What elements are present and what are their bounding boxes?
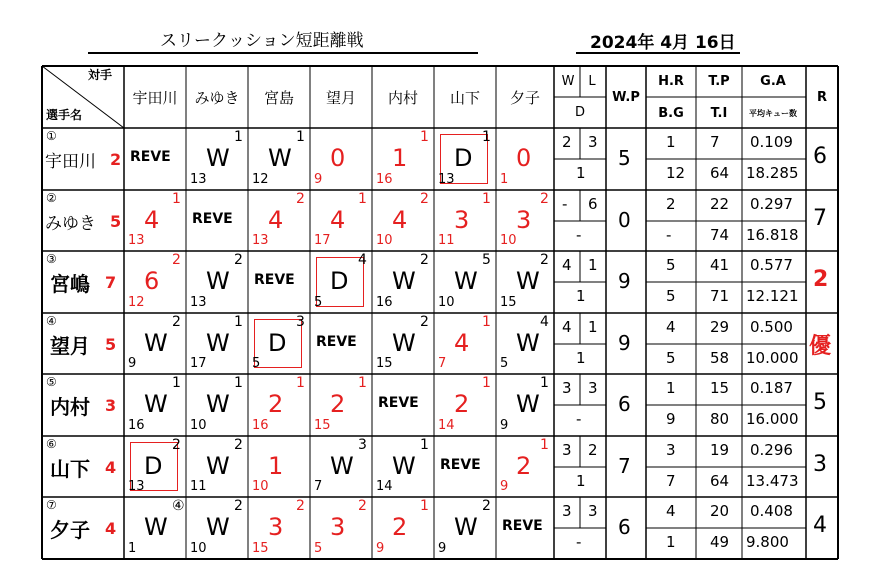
player-number: ⑦ [46,498,57,512]
best-game-value: - [666,226,672,244]
result-mark: W [206,390,230,418]
rank-value: 6 [813,144,827,169]
innings: 5 [314,295,323,310]
innings: 16 [128,418,145,433]
total-points-value: 7 [710,133,720,151]
innings: 1 [128,541,137,556]
result-mark: W [454,513,478,541]
high-run: 1 [540,375,549,391]
result-mark: D [268,329,287,357]
win-points: 7 [618,454,631,478]
losses-count: 1 [588,318,598,336]
avg-cue-value: 16.818 [746,226,799,244]
total-points-value: 41 [710,256,730,274]
high-run: 2 [172,314,181,330]
innings: 14 [438,418,455,433]
high-run: 4 [540,314,549,330]
innings: 13 [190,172,207,187]
player-score: 4 [105,458,117,477]
innings: 13 [128,233,145,248]
innings: 9 [376,541,385,556]
high-run: 1 [358,375,367,391]
innings: 13 [252,233,269,248]
result-mark: W [206,513,230,541]
result-mark: W [206,452,230,480]
opponent-header: 夕子 [509,88,540,107]
avg-cue-value: 12.121 [746,287,799,305]
innings: 11 [438,233,455,248]
total-innings-value: 49 [710,533,730,551]
high-run: 1 [234,129,243,145]
player-name: 夕子 [50,518,90,542]
best-game-value: 7 [666,472,676,490]
innings: 10 [376,233,393,248]
player-number: ⑤ [46,375,57,389]
innings: 9 [128,356,137,371]
innings: 12 [252,172,269,187]
innings: 5 [500,356,509,371]
loss-score: 2 [392,513,408,541]
innings: 15 [314,418,331,433]
innings: 17 [190,356,207,371]
result-mark: W [454,267,478,295]
player-name: みゆき [45,214,96,234]
tp-header: T.P [708,73,730,89]
general-average-value: 0.500 [750,318,793,336]
player-number: ⑥ [46,437,57,451]
high-run: 1 [482,191,491,207]
innings: 12 [128,295,145,310]
innings: 10 [190,418,207,433]
win-points: 5 [618,146,631,170]
losses-count: 3 [588,502,598,520]
avg-cue-header: 平均キュー数 [749,108,797,118]
general-average-value: 0.109 [750,133,793,151]
result-mark: W [392,267,416,295]
losses-count: 1 [588,256,598,274]
high-run: 2 [482,498,491,514]
high-run: 2 [296,191,305,207]
win-points: 9 [618,269,631,293]
high-run: 1 [482,314,491,330]
draws-count: 1 [576,164,586,182]
player-score: 2 [110,150,122,169]
high-run-value: 1 [666,133,676,151]
avg-cue-value: 18.285 [746,164,799,182]
draws-count: 1 [576,472,586,490]
loss-header: L [588,73,596,89]
high-run: 5 [482,252,491,268]
loss-score: 0 [330,144,346,172]
wins-count: 3 [562,502,572,520]
rank-value: 2 [813,267,829,292]
result-mark: W [206,329,230,357]
total-points-value: 29 [710,318,730,336]
loss-score: 4 [268,206,284,234]
total-innings-value: 64 [710,472,730,490]
result-mark: W [144,390,168,418]
win-points: 9 [618,331,631,355]
loss-score: 3 [330,513,346,541]
player-name: 山下 [50,457,90,481]
innings: 16 [376,295,393,310]
high-run: 1 [234,375,243,391]
innings: 15 [252,541,269,556]
player-score: 5 [110,212,122,231]
high-run: 2 [296,498,305,514]
innings: 7 [314,479,323,494]
result-mark: D [330,267,349,295]
innings: 11 [190,479,207,494]
innings: 10 [438,295,455,310]
total-points-value: 22 [710,195,730,213]
high-run: 1 [172,191,181,207]
loss-score: 4 [330,206,346,234]
innings: 1 [500,172,509,187]
opponent-header: 望月 [325,88,356,107]
high-run: 3 [296,314,305,330]
result-mark: W [206,144,230,172]
avg-cue-value: 9.800 [746,533,789,551]
result-mark: W [516,329,540,357]
player-number: ④ [46,314,57,328]
general-average-value: 0.297 [750,195,793,213]
innings: 13 [128,479,145,494]
high-run: 3 [358,437,367,453]
high-run: 2 [234,252,243,268]
draws-count: - [576,410,582,428]
loss-score: 3 [516,206,532,234]
corner-player-label: 選手名 [46,108,83,122]
high-run-value: 1 [666,379,676,397]
high-run: 2 [540,191,549,207]
high-run: 2 [420,314,429,330]
avg-cue-value: 10.000 [746,349,799,367]
losses-count: 3 [588,133,598,151]
reve-cell: REVE [378,395,419,411]
result-mark: W [392,452,416,480]
loss-score: 2 [454,390,470,418]
innings: 16 [376,172,393,187]
wins-count: 3 [562,379,572,397]
loss-score: 2 [330,390,346,418]
reve-cell: REVE [316,334,357,350]
loss-score: 6 [144,267,160,295]
wp-header: W.P [612,89,640,105]
high-run: 2 [234,437,243,453]
innings: 10 [190,541,207,556]
result-mark: W [516,267,540,295]
reve-cell: REVE [440,457,481,473]
win-points: 0 [618,208,631,232]
high-run: 2 [358,498,367,514]
total-innings-value: 71 [710,287,730,305]
ga-header: G.A [760,73,786,89]
high-run: 2 [420,252,429,268]
result-mark: D [454,144,473,172]
player-number: ③ [46,252,57,266]
rank-value: 3 [813,452,827,477]
draws-count: 1 [576,287,586,305]
win-points: 6 [618,515,631,539]
innings: 10 [252,479,269,494]
high-run: ④ [172,498,185,514]
avg-cue-value: 16.000 [746,410,799,428]
rank-value: 優 [809,334,832,359]
innings: 16 [252,418,269,433]
high-run: 1 [540,437,549,453]
wins-count: 3 [562,441,572,459]
loss-score: 1 [268,452,284,480]
rank-value: 4 [813,513,827,538]
high-run: 1 [172,375,181,391]
high-run: 2 [172,437,181,453]
high-run: 1 [296,375,305,391]
high-run-value: 3 [666,441,676,459]
result-mark: W [516,390,540,418]
high-run: 1 [420,498,429,514]
loss-score: 1 [392,144,408,172]
player-name: 宮嶋 [50,272,90,296]
high-run: 1 [420,437,429,453]
high-run: 4 [358,252,367,268]
player-name: 内村 [50,395,90,419]
high-run-value: 4 [666,318,676,336]
best-game-value: 5 [666,349,676,367]
player-number: ① [46,129,57,143]
best-game-value: 5 [666,287,676,305]
loss-score: 4 [392,206,408,234]
result-mark: W [392,329,416,357]
high-run: 1 [482,129,491,145]
best-game-value: 1 [666,533,676,551]
loss-score: 2 [268,390,284,418]
high-run: 2 [420,191,429,207]
general-average-value: 0.296 [750,441,793,459]
best-game-value: 12 [666,164,686,182]
loss-score: 4 [454,329,470,357]
rank-value: 7 [813,206,827,231]
result-mark: W [268,144,292,172]
high-run: 2 [172,252,181,268]
high-run-value: 4 [666,502,676,520]
reve-cell: REVE [130,149,171,165]
wins-count: 2 [562,133,572,151]
page-title: スリークッション短距離戦 [160,31,364,51]
general-average-value: 0.187 [750,379,793,397]
innings: 9 [500,479,509,494]
total-innings-value: 80 [710,410,730,428]
innings: 9 [438,541,447,556]
innings: 14 [376,479,393,494]
best-game-value: 9 [666,410,676,428]
rank-value: 5 [813,390,827,415]
innings: 9 [500,418,509,433]
player-number: ② [46,191,57,205]
total-innings-value: 58 [710,349,730,367]
loss-score: 2 [516,452,532,480]
player-name: 宇田川 [45,152,96,172]
innings: 5 [252,356,261,371]
high-run: 2 [540,252,549,268]
draw-header: D [574,104,585,120]
hr-header: H.R [658,73,684,89]
total-points-value: 20 [710,502,730,520]
innings: 10 [500,233,517,248]
wins-count: 4 [562,318,572,336]
win-header: W [561,73,575,89]
player-score: 7 [105,273,117,292]
opponent-header: 宇田川 [132,88,178,107]
high-run: 1 [234,314,243,330]
opponent-header: 内村 [387,88,418,107]
loss-score: 3 [268,513,284,541]
loss-score: 4 [144,206,160,234]
player-name: 望月 [50,334,90,358]
reve-cell: REVE [502,518,543,534]
date-label: 2024年 4月 16日 [590,33,736,53]
innings: 7 [438,356,447,371]
innings: 5 [314,541,323,556]
total-points-value: 19 [710,441,730,459]
result-mark: W [144,513,168,541]
win-points: 6 [618,392,631,416]
high-run: 1 [296,129,305,145]
innings: 15 [500,295,517,310]
opponent-header: 宮島 [263,88,294,107]
general-average-value: 0.577 [750,256,793,274]
loss-score: 0 [516,144,532,172]
loss-score: 3 [454,206,470,234]
avg-cue-value: 13.473 [746,472,799,490]
losses-count: 6 [588,195,598,213]
innings: 17 [314,233,331,248]
reve-cell: REVE [192,211,233,227]
high-run-value: 2 [666,195,676,213]
innings: 15 [376,356,393,371]
draws-count: - [576,533,582,551]
ti-header: T.I [710,105,728,121]
player-score: 3 [105,396,117,415]
high-run: 1 [420,129,429,145]
player-score: 4 [105,519,117,538]
corner-opponent-label: 対手 [88,68,113,82]
innings: 13 [190,295,207,310]
general-average-value: 0.408 [750,502,793,520]
high-run: 1 [482,375,491,391]
high-run-value: 5 [666,256,676,274]
player-score: 5 [105,335,117,354]
high-run: 2 [234,498,243,514]
result-mark: W [206,267,230,295]
draws-count: - [576,226,582,244]
wins-count: 4 [562,256,572,274]
innings: 13 [438,172,455,187]
opponent-header: 山下 [449,88,480,107]
losses-count: 3 [588,379,598,397]
result-mark: W [144,329,168,357]
high-run: 1 [358,191,367,207]
result-mark: W [330,452,354,480]
total-points-value: 15 [710,379,730,397]
result-mark: D [144,452,163,480]
losses-count: 2 [588,441,598,459]
rank-header: R [816,89,827,105]
reve-cell: REVE [254,272,295,288]
opponent-header: みゆき [194,88,240,107]
wins-count: - [562,195,568,213]
total-innings-value: 64 [710,164,730,182]
total-innings-value: 74 [710,226,730,244]
draws-count: 1 [576,349,586,367]
innings: 9 [314,172,323,187]
bg-header: B.G [658,105,684,121]
